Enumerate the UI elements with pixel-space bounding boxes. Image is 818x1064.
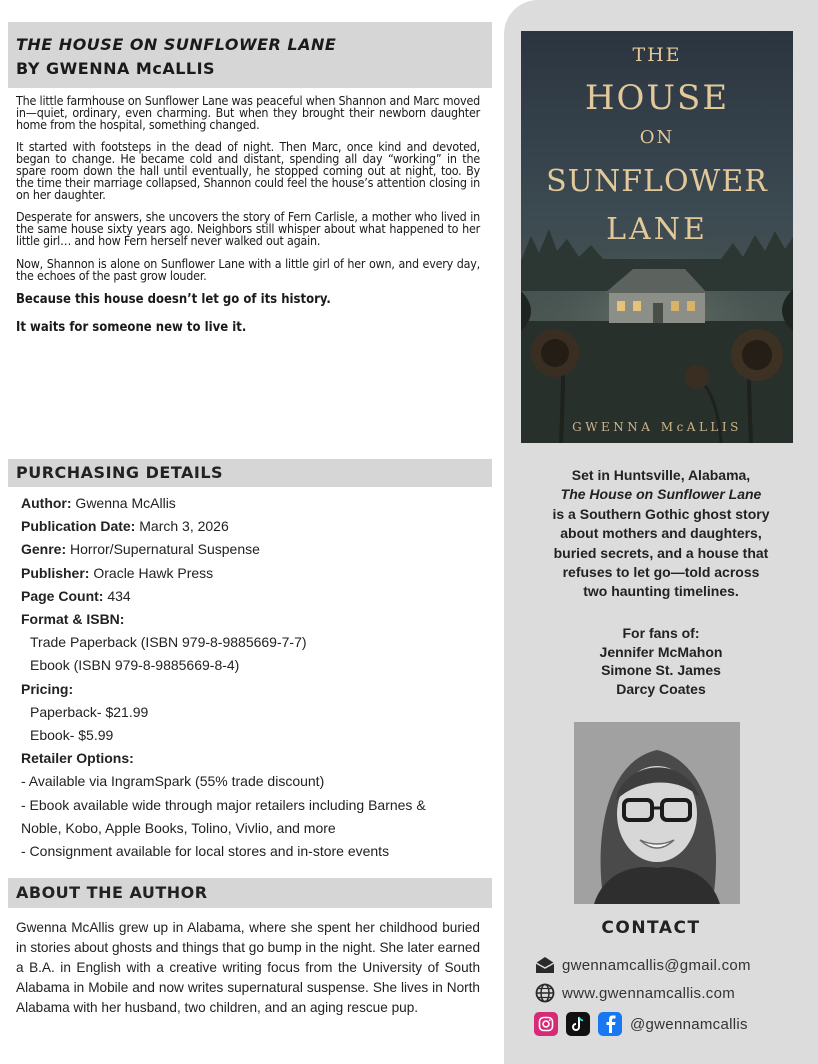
cover-title-line3: ON bbox=[639, 127, 675, 148]
detail-label: Pricing: bbox=[21, 680, 74, 697]
detail-format bbox=[21, 608, 491, 631]
contact-website-text[interactable]: www.gwennamcallis.com bbox=[562, 984, 736, 1002]
book-cover bbox=[521, 31, 793, 443]
detail-label: Format & ISBN: bbox=[21, 611, 125, 628]
book-blurb bbox=[16, 95, 480, 348]
fan-author: Darcy Coates bbox=[616, 680, 706, 697]
cover-author: GWENNA McALLIS bbox=[572, 420, 742, 434]
author-photo bbox=[574, 722, 740, 904]
cover-title-line4: SUNFLOWER bbox=[546, 164, 768, 199]
tagline-line: two haunting timelines. bbox=[583, 583, 739, 600]
detail-value: Oracle Hawk Press bbox=[89, 564, 214, 581]
tagline-title-text: The House on Sunflower Lane bbox=[560, 486, 762, 503]
detail-retailer-consignment: - Consignment available for local stores and in-store events bbox=[21, 843, 390, 860]
blurb-paragraph: The little farmhouse on Sunflower Lane was peaceful when Shannon and Marc moved in—quiet, ordinary, even charming. But when they brought their newborn daughter home from the hospital, something changed. bbox=[16, 93, 480, 132]
purchasing-heading: PURCHASING DETAILS bbox=[16, 463, 224, 482]
fan-author: Simone St. James bbox=[601, 662, 721, 679]
detail-format-ebook: Ebook (ISBN 979-8-9885669-8-4) bbox=[30, 657, 240, 674]
purchasing-header bbox=[8, 459, 492, 487]
detail-pubdate bbox=[21, 515, 491, 538]
contact-heading: CONTACT bbox=[601, 918, 701, 938]
detail-retailer-ebook: - Ebook available wide through major retailers including Barnes & bbox=[21, 796, 426, 813]
blurb-paragraph: Desperate for answers, she uncovers the story of Fern Carlisle, a mother who lived in the same house sixty years ago. Neighbors still whisper about what happened to her little girl… and how Fern herself never walked out again. bbox=[16, 209, 480, 248]
author-bio: Gwenna McAllis grew up in Alabama, where she spent her childhood buried in stories about ghosts and things that go bump in the night. She later earned a B.A. in English with a creative writing focus from the University of South Alabama in Mobile and now writes supernatural suspense. She lives in North Alabama with her husband, two children, and an aging rescue pup. bbox=[16, 920, 481, 1015]
cover-title-line1: THE bbox=[632, 44, 682, 66]
detail-publisher bbox=[21, 562, 491, 585]
book-title: THE HOUSE ON SUNFLOWER LANE bbox=[16, 35, 337, 54]
detail-label: Publisher: bbox=[21, 564, 90, 581]
tagline-title bbox=[514, 485, 808, 504]
tagline-line: Set in Huntsville, Alabama, bbox=[571, 467, 751, 483]
detail-label: Page Count: bbox=[21, 587, 104, 604]
globe-icon bbox=[534, 982, 556, 1004]
tagline-line: is a Southern Gothic ghost story bbox=[552, 505, 770, 522]
detail-pagecount bbox=[21, 585, 491, 608]
detail-value: Gwenna McAllis bbox=[71, 495, 176, 511]
detail-author bbox=[21, 492, 491, 515]
contact-email[interactable] bbox=[534, 954, 751, 976]
tagline-line: about mothers and daughters, bbox=[560, 525, 762, 542]
fans-label: For fans of: bbox=[622, 625, 700, 641]
book-tagline bbox=[514, 466, 808, 602]
detail-value: March 3, 2026 bbox=[135, 518, 229, 535]
detail-price-ebook: Ebook- $5.99 bbox=[30, 727, 114, 744]
detail-label: Author: bbox=[21, 495, 72, 511]
book-byline: BY GWENNA McALLIS bbox=[16, 59, 216, 78]
detail-retailer-ebook-cont: Noble, Kobo, Apple Books, Tolino, Vivlio, and more bbox=[21, 819, 336, 836]
blurb-paragraph: Now, Shannon is alone on Sunflower Lane with a little girl of her own, and every day, the echoes of the past grow louder. bbox=[16, 255, 480, 283]
tagline-line: buried secrets, and a house that bbox=[553, 544, 769, 561]
sidebar bbox=[504, 0, 818, 1064]
detail-value: Horror/Supernatural Suspense bbox=[66, 541, 260, 558]
book-title-header bbox=[8, 22, 492, 88]
about-author-header bbox=[8, 878, 492, 908]
detail-pricing bbox=[21, 678, 491, 701]
contact-email-text[interactable]: gwennamcallis@gmail.com bbox=[562, 956, 751, 974]
cover-title-line5: LANE bbox=[606, 212, 708, 247]
contact-social-handle[interactable]: @gwennamcallis bbox=[630, 1015, 748, 1033]
tagline-line: refuses to let go—told across bbox=[562, 564, 760, 581]
blurb-paragraph: It started with footsteps in the dead of night. Then Marc, once kind and devoted, began to change. He became cold and distant, spending all day “working” in the spare room down the hall until eventually, he stopped coming out at night, too. By the time their marriage collapsed, Shannon could feel the house’s attention closing in on her daughter. bbox=[16, 139, 480, 202]
instagram-icon[interactable] bbox=[534, 1012, 558, 1036]
facebook-icon[interactable] bbox=[598, 1012, 622, 1036]
contact-social bbox=[534, 1012, 748, 1036]
detail-retailers bbox=[21, 747, 491, 770]
detail-retailer-ingram: - Available via IngramSpark (55% trade discount) bbox=[21, 773, 325, 790]
detail-format-paperback: Trade Paperback (ISBN 979-8-9885669-7-7) bbox=[30, 634, 307, 651]
detail-price-paperback: Paperback- $21.99 bbox=[30, 703, 149, 720]
detail-label: Retailer Options: bbox=[21, 750, 134, 767]
purchasing-details bbox=[21, 492, 491, 863]
cover-title-line2: HOUSE bbox=[584, 78, 730, 118]
about-author-heading: ABOUT THE AUTHOR bbox=[16, 883, 208, 902]
blurb-tagline-2: It waits for someone new to live it. bbox=[16, 320, 247, 336]
detail-label: Publication Date: bbox=[21, 518, 136, 535]
contact-website[interactable] bbox=[534, 982, 735, 1004]
fan-author: Jennifer McMahon bbox=[599, 643, 723, 660]
blurb-tagline-1: Because this house doesn’t let go of its history. bbox=[16, 292, 331, 308]
tiktok-icon[interactable] bbox=[566, 1012, 590, 1036]
comparable-authors bbox=[514, 624, 808, 698]
detail-genre bbox=[21, 538, 491, 561]
envelope-icon bbox=[534, 954, 556, 976]
detail-label: Genre: bbox=[21, 541, 67, 558]
detail-value: 434 bbox=[103, 587, 131, 604]
